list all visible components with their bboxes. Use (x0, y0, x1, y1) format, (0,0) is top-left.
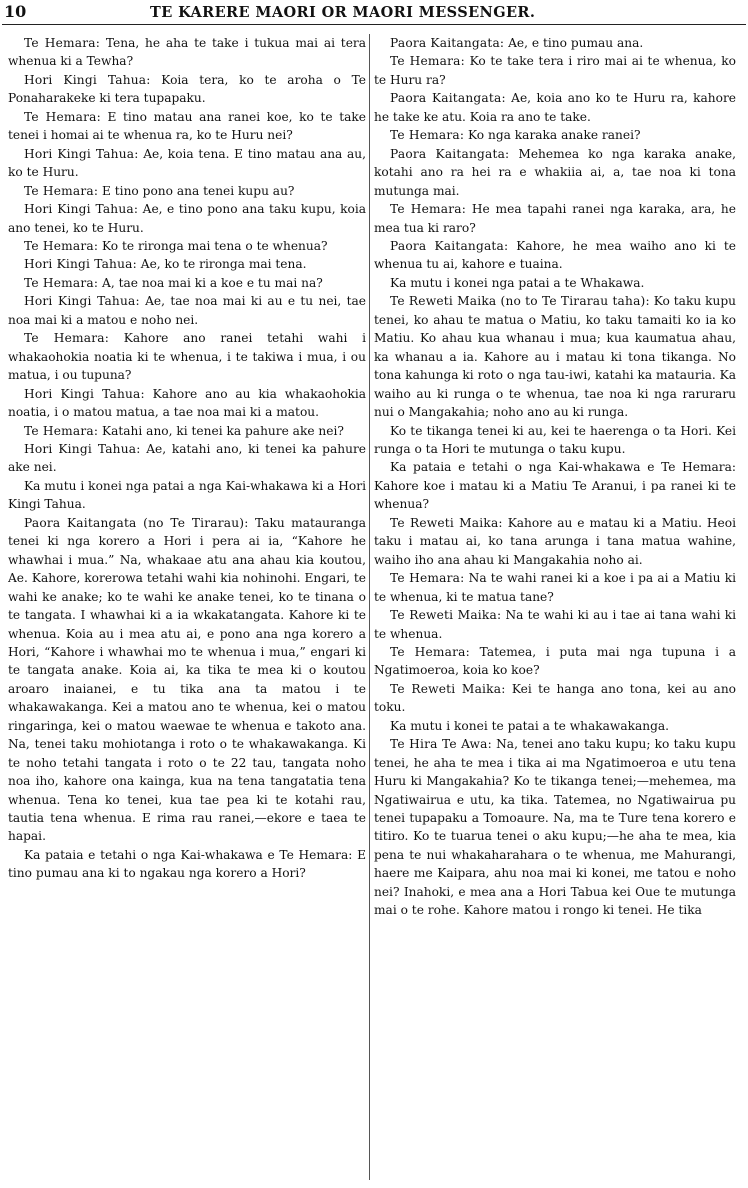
speaker-name: Te Hemara: (24, 275, 99, 290)
paragraph-text: Ae, e tino pono ana taku kupu, koia ano tenei, ko te Huru. (8, 202, 366, 235)
paragraph-text: Mehemea ko nga karaka anake, kotahi ano ra hei ra e whakiia ai, a, tae noa ki tona mutunga mai. (374, 146, 736, 198)
paragraph (8, 182, 366, 200)
speaker-name: Te Reweti Maika: (390, 608, 502, 623)
paragraph-text: Tatemea, i puta mai nga tupuna i a Ngatimoeroa, koia ko koe? (374, 644, 736, 678)
paragraph-text: Ae, e tino pumau ana. (508, 36, 644, 50)
paragraph (8, 71, 366, 108)
running-title: TE KARERE MAORI OR MAORI MESSENGER. (150, 4, 536, 21)
paragraph-text: Ka mutu i konei nga patai a te Whakawa. (390, 275, 645, 290)
speaker-name: Te Hira Te Awa: (390, 737, 492, 752)
paragraph-text: Katahi ano, ki tenei ka pahure ake nei? (102, 423, 344, 438)
paragraph (8, 385, 366, 422)
paragraph-text: Ae, katahi ano, ki tenei ka pahure ake nei. (8, 441, 366, 475)
speaker-name: Te Hemara: (390, 571, 465, 586)
paragraph (8, 329, 366, 384)
paragraph (8, 440, 366, 477)
speaker-name: Paora Kaitangata: (390, 36, 505, 50)
left-column (8, 34, 366, 1184)
speaker-name: Te Hemara: (390, 128, 465, 143)
paragraph (8, 292, 366, 329)
paragraph (8, 34, 366, 71)
speaker-name: Te Hemara: (24, 109, 101, 124)
paragraph (374, 274, 736, 292)
speaker-name: Paora Kaitangata (no Te Tirarau): (24, 515, 249, 530)
speaker-name: Hori Kingi Tahua: (24, 294, 140, 309)
paragraph-text: Ae, tae noa mai ki au e tu nei, tae noa mai ki a matou e noho nei. (8, 294, 366, 327)
speaker-name: Hori Kingi Tahua: (24, 202, 139, 217)
paragraph-text: Na te wahi ki au i tae ai tana wahi ki te whenua. (374, 608, 736, 641)
paragraph-text: Kahore, he mea waiho ano ki te whenua tu ai, kahore e tuaina. (374, 238, 736, 272)
paragraph (374, 237, 736, 274)
paragraph-text: Koia tera, ko te aroha o Te Ponaharakeke ki tera tupapaku. (8, 72, 366, 106)
paragraph-text: Kahore ano au kia whakaohokia noatia, i o matou matua, a tae noa mai ki a matou. (8, 386, 366, 420)
paragraph-text: Ko taku kupu tenei, ko ahau te matua o Matiu, ko taku tamaiti ko ia ko Matiu. Ko ahau kua whanau i mua; kua kaumatua ahau, ka whanau a ia. Kahore au i matau ki tona tikanga. No tona kahunga ki roto o nga tau-iwi, katahi ka matauria. Ka waiho au ki runga o te whenua, tae noa ki nga raruraru nui o Mangakahia; noho ano au ki runga. (374, 294, 736, 420)
speaker-name: Te Reweti Maika (no to Te Tirarau taha): (390, 294, 650, 309)
paragraph (374, 606, 736, 643)
page-header (0, 2, 748, 24)
paragraph (374, 458, 736, 513)
speaker-name: Paora Kaitangata: (390, 238, 509, 253)
paragraph (8, 255, 366, 273)
paragraph (374, 422, 736, 459)
paragraph-text: Ko te take tera i riro mai ai te whenua, ko te Huru ra? (374, 54, 736, 87)
paragraph (374, 200, 736, 237)
speaker-name: Hori Kingi Tahua: (24, 72, 151, 87)
paragraph (8, 108, 366, 145)
paragraph-text: E tino pono ana tenei kupu au? (102, 183, 295, 198)
speaker-name: Hori Kingi Tahua: (24, 386, 145, 401)
speaker-name: Te Hemara: (24, 331, 110, 346)
paragraph-text: Kei te hanga ano tona, kei au ano toku. (374, 681, 736, 715)
speaker-name: Te Hemara: (390, 202, 467, 217)
paragraph-text: A, tae noa mai ki a koe e tu mai na? (102, 275, 323, 290)
paragraph (374, 735, 736, 920)
paragraph-text: Ka pataia e tetahi o nga Kai-whakawa e Te Hemara: Kahore koe i matau ki a Matiu Te Aranui, i pa ranei ki te whenua? (374, 460, 736, 512)
paragraph (374, 569, 736, 606)
speaker-name: Hori Kingi Tahua: (24, 441, 141, 456)
paragraph (8, 274, 366, 292)
paragraph (374, 717, 736, 735)
page-number: 10 (4, 2, 27, 21)
paragraph (374, 643, 736, 680)
paragraph (8, 200, 366, 237)
speaker-name: Paora Kaitangata: (390, 146, 510, 161)
speaker-name: Te Hemara: (24, 183, 99, 198)
paragraph (8, 514, 366, 846)
paragraph-text: He mea tapahi ranei nga karaka, ara, he mea tua ki raro? (374, 202, 736, 235)
paragraph (8, 846, 366, 883)
paragraph-text: Kahore au e matau ki a Matiu. Heoi taku i matau ai, ko tana arunga i tana matua wahine, waiho iho ana ahau ki Mangakahia noho ai. (374, 515, 736, 567)
speaker-name: Te Reweti Maika: (390, 681, 506, 696)
paragraph (374, 89, 736, 126)
right-column (374, 34, 736, 1184)
speaker-name: Te Hemara: (24, 423, 99, 438)
column-divider (369, 34, 370, 1180)
header-rule (2, 24, 746, 25)
paragraph-text: Ka mutu i konei nga patai a nga Kai-whakawa ki a Hori Kingi Tahua. (8, 478, 366, 512)
paragraph-text: E tino matau ana ranei koe, ko te take tenei i homai ai te whenua ra, ko te Huru nei? (8, 109, 366, 143)
speaker-name: Hori Kingi Tahua: (24, 257, 137, 272)
speaker-name: Hori Kingi Tahua: (24, 146, 139, 161)
paragraph-text: Ko te rironga mai tena o te whenua? (102, 238, 328, 253)
paragraph (8, 422, 366, 440)
speaker-name: Paora Kaitangata: (390, 91, 506, 106)
paragraph (374, 126, 736, 144)
paragraph (8, 477, 366, 514)
paragraph (374, 52, 736, 89)
paragraph (374, 145, 736, 200)
paragraph-text: Ae, koia ano ko te Huru ra, kahore he take ke atu. Koia ra ano te take. (374, 91, 736, 124)
paragraph (374, 514, 736, 569)
paragraph (8, 145, 366, 182)
paragraph-text: Ae, ko te rironga mai tena. (140, 257, 307, 272)
speaker-name: Te Hemara: (390, 644, 470, 659)
paragraph-text: Ko nga karaka anake ranei? (468, 128, 641, 143)
paragraph-text: Ae, koia tena. E tino matau ana au, ko te Huru. (8, 146, 366, 180)
paragraph (374, 34, 736, 52)
paragraph-text: Ka mutu i konei te patai a te whakawakanga. (390, 718, 670, 733)
paragraph (374, 680, 736, 717)
paragraph-text: Tena, he aha te take i tukua mai ai tera whenua ki a Tewha? (8, 36, 366, 69)
paragraph-text: Ka pataia e tetahi o nga Kai-whakawa e Te Hemara: E tino pumau ana ki to ngakau nga korero a Hori? (8, 847, 366, 881)
speaker-name: Te Hemara: (24, 238, 99, 253)
paragraph (8, 237, 366, 255)
paragraph-text: Taku matauranga tenei ki nga korero a Hori i pera ai ia, “Kahore he whawhai i mua.” Na, whakaae atu ana ahau kia koutou, Ae. Kahore, korerowa tetahi wahi kia nohinohi. Engari, te wahi ke anake; ko te wahi ke anake tenei, ko te tinana o te tangata. I whawhai ki a ia wkakatangata. Kahore ki te whenua. Koia au i mea atu ai, e pono ana nga korero a Hori, “Kahore i whawhai mo te whenua i mua,” engari ki te tangata anake. Koia ai, ka tika te mea ki o koutou aroaro inaianei, e tu tika ana ta matou i te whakawakanga. Kei a matou ano te whenua, kei o matou ringaringa, kei o matou waewae te whenua e takoto ana. Na, tenei taku mohiotanga i roto o te whakawakanga. Ki te noho tetahi tangata i roto o te 22 tau, tangata noho noa iho, kahore ona kainga, kua na tena tangatatia tena whenua. Tena ko tenei, kua tae pea ki te kotahi rau, tautia tena whenua. E rima rau ranei,—ekore e taea te hapai. (8, 515, 366, 844)
speaker-name: Te Reweti Maika: (390, 515, 503, 530)
paragraph-text: Ko te tikanga tenei ki au, kei te haerenga o ta Hori. Kei runga o ta Hori te mutunga o taku kupu. (374, 423, 736, 456)
speaker-name: Te Hemara: (390, 54, 465, 69)
paragraph (374, 292, 736, 421)
paragraph-text: Na te wahi ranei ki a koe i pa ai a Matiu ki te whenua, ki te matua tane? (374, 571, 736, 604)
paragraph-text: Na, tenei ano taku kupu; ko taku kupu tenei, he aha te mea i tika ai ma Ngatimoeroa e utu tena Huru ki Mangakahia? Ko te tikanga tenei;—mehemea, ma Ngatiwairua e utu, ka tika. Tatemea, no Ngatiwairua pu tenei tupapaku a Tomoaure. Na, ma te Ture tena korero e titiro. Ko te tuarua tenei o aku kupu;—he aha te mea, kia pena te nui whakaharahara o te whenua, me Mahurangi, haere me Kaipara, ahu noa mai ki konei, me tatou e noho nei? Inahoki, e mea ana a Hori Tabua kei Oue te mutunga mai o te rohe. Kahore matou i rongo ki tenei. He tika (374, 737, 736, 918)
speaker-name: Te Hemara: (24, 36, 101, 50)
paragraph-text: Kahore ano ranei tetahi wahi i whakaohokia noatia ki te whenua, i te takiwa i mua, i ou matua, i ou tupuna? (8, 331, 366, 383)
